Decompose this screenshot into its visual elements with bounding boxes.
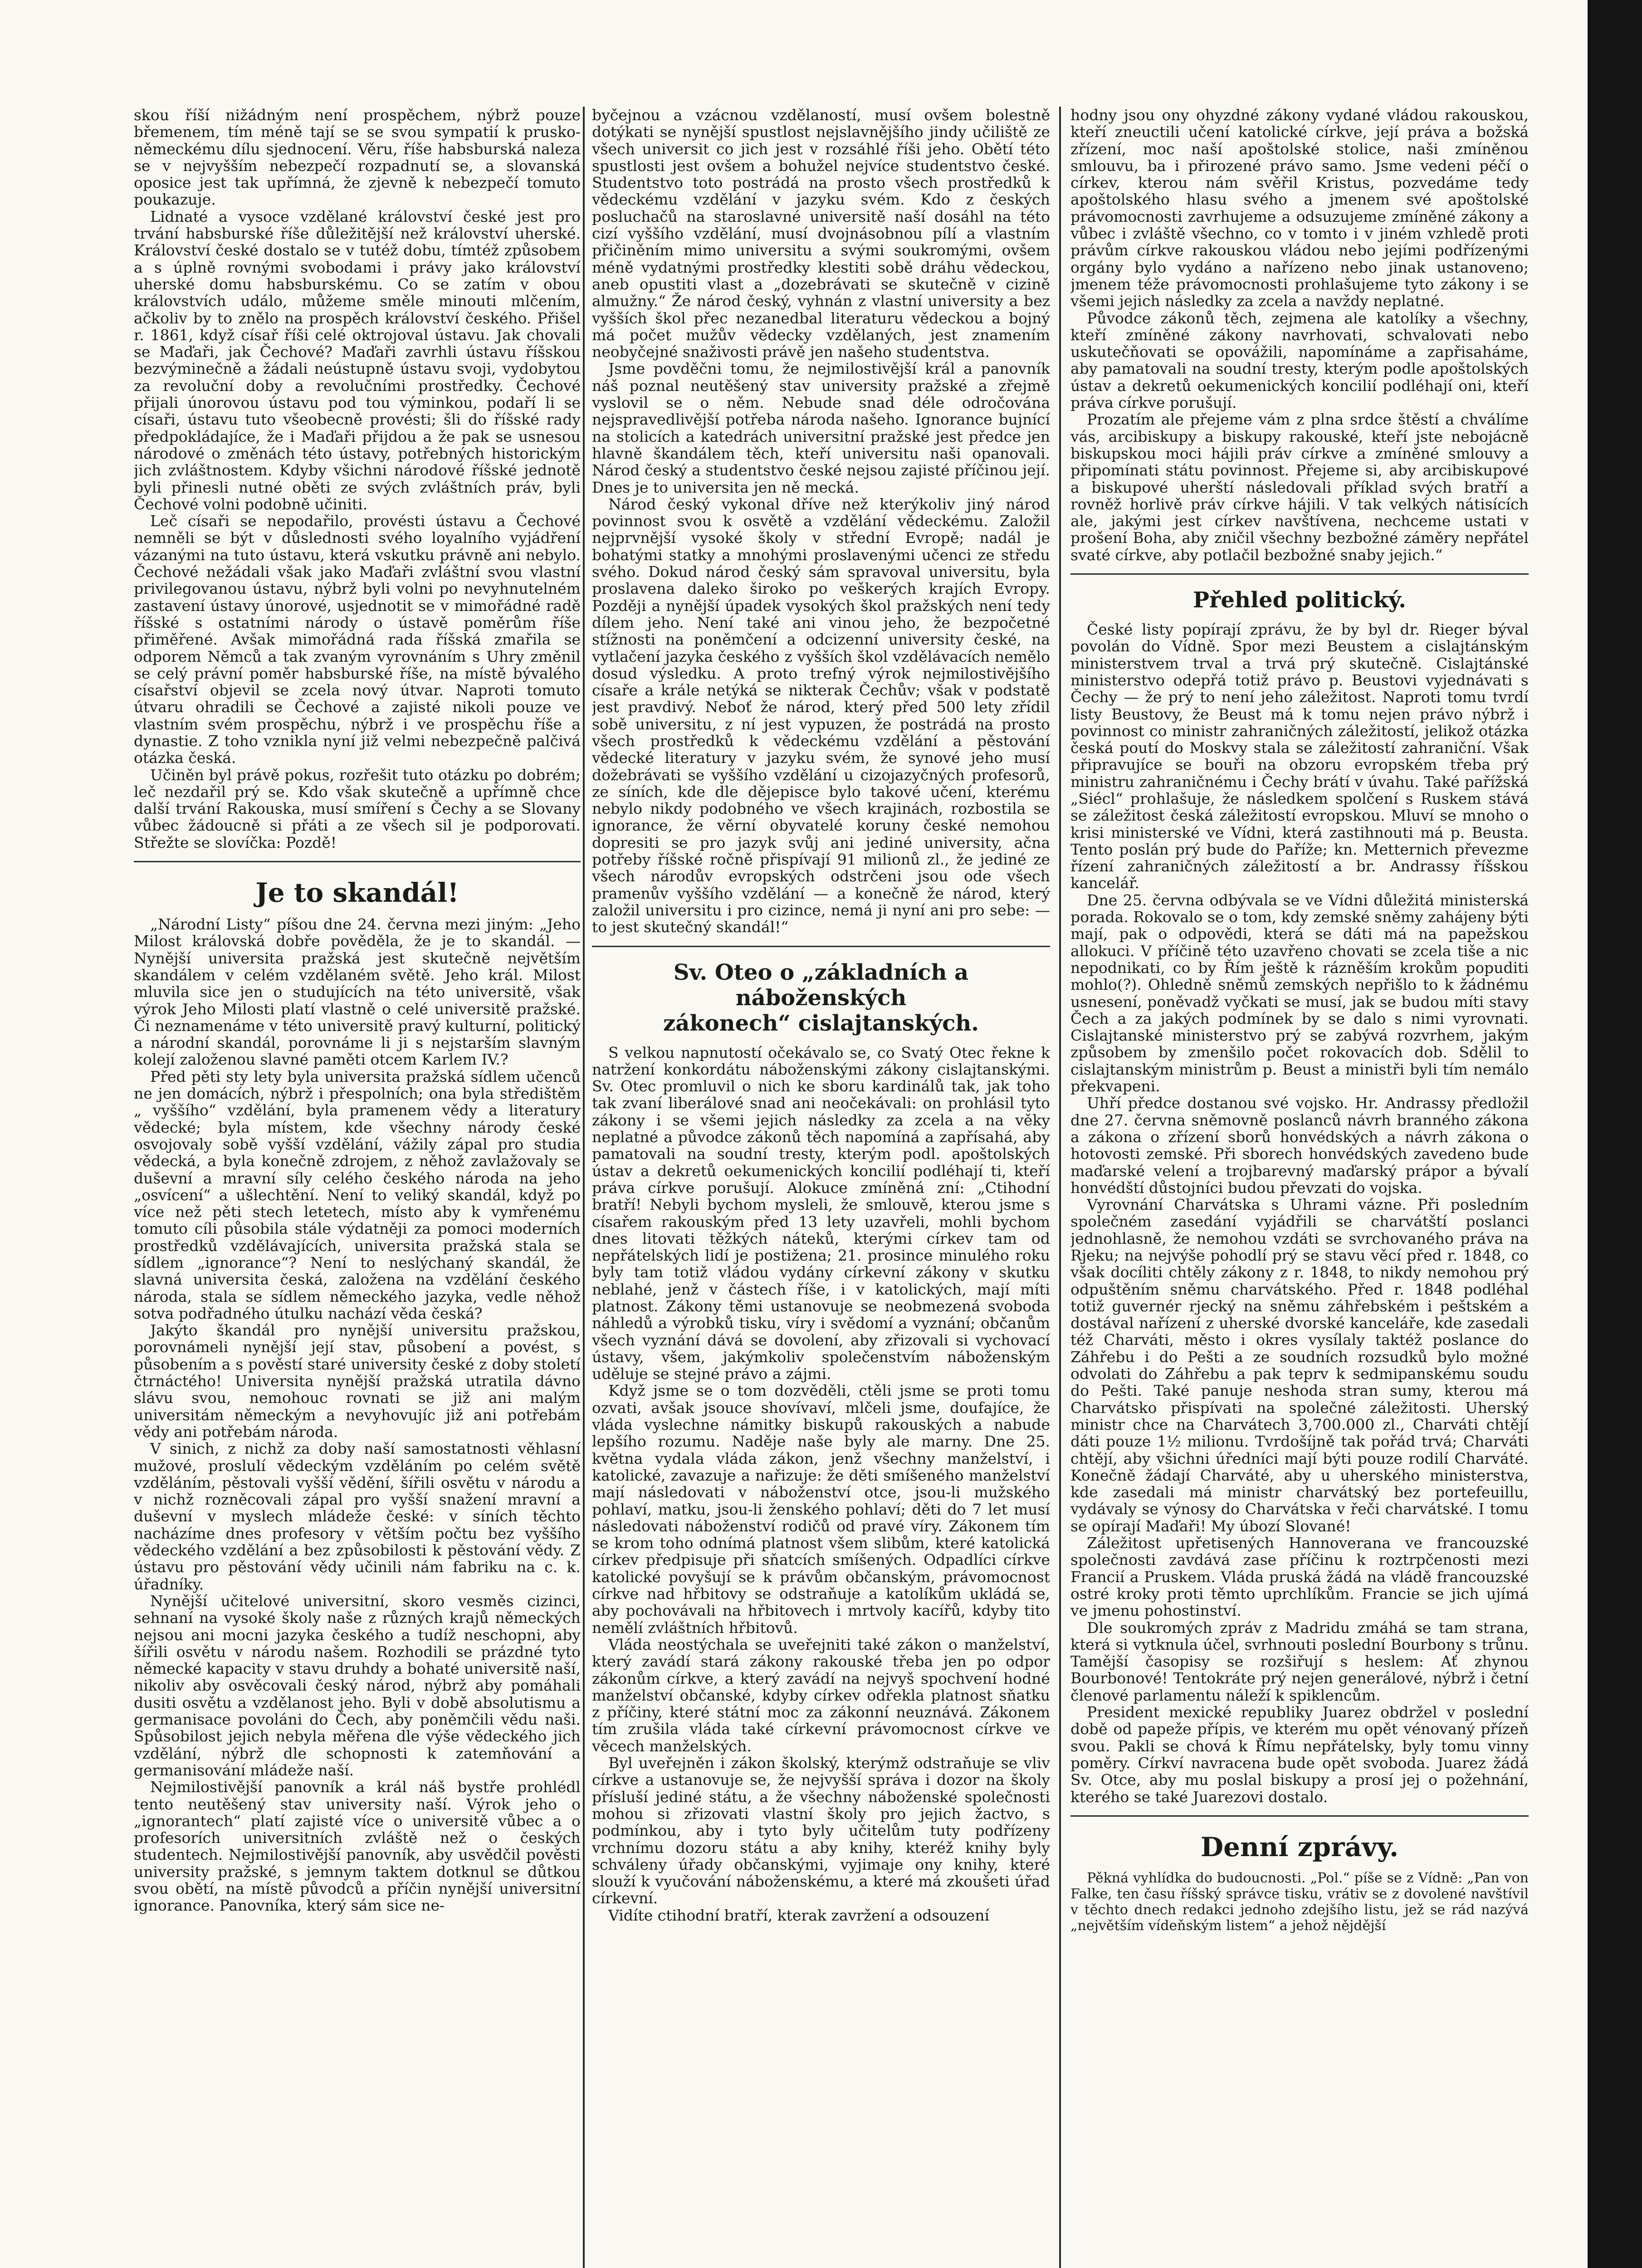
article-title-skandal: Je to skandál! [255,877,459,909]
paragraph: Uhří předce dostanou své vojsko. Hr. Andrassy předložil dne 27. června sněmovně poslanců návrh branného zákona a zákona o zřízení sborů honvédských a návrh zákona o hotovosti zemské. Při sborech honvédských zavedeno bude maďarské velení a trojbarevný maďarský prápor a bývalí honvédští důstojníci budou převzati do vojska. [1070,1094,1529,1197]
paragraph: Národ český vykonal dříve než kterýkoliv jiný národ povinnost svou k osvětě a vzdělání vědeckému. Založil nejprvnější vysoké školy v střední Evropě; nadál je bohatými statky a mnohými proslavenými učenci ze středu svého. Dokud národ český sám spravoval universitu, byla proslavena daleko široko po veškerých krajích Evropy. Později a nynější úpadek vysokých škol pražských není tedy dílem jeho. Není také ani vinou jeho, že bezpočetné stížnosti na poněmčení a odcizenní university české, na vytlačení jazyka českého z vyšších škol vzdělávacích nemělo dosud výsledku. A proto trefný výrok nejmilostivějšího císaře a krále netýká se nikterak Čechův; však v podstatě jest pravdivý. Neboť že národ, který před 500 lety zřídil sobě universitu, z ní jest vypuzen, že postrádá na prosto všech prostředků k vědeckému vzdělání a pěstování vědecké literatury v jazyku svém, že synové jeho musí dožebrávati se vyššího vzdělání u cizojazyčných profesorů, ze síních, kde dle dějepisce bylo takové učení, kterému nebylo nikdy podobného ve všech krajinách, rozbostila se ignorance, že věrní obyvatelé koruny české nemohou dopresiti se pro jazyk svůj ani jediné university, ačna potřeby říšské ročně přispívají 91 milionů zl., že jediné ze všech národův evropských odstrčeni jsou ode všech pramenův vyššího vzdělání — a konečně že národ, který založil universitu i pro cizince, nemá ji nyní ani pro sebe: — to jest skutečný skandál!“ [592,495,1050,936]
column-middle [592,107,1050,2268]
paragraph: České listy popírají zprávu, že by byl dr. Rieger býval povolán do Vídně. Spor mezi Beustem a cislajtánským ministerstvem trval a trvá prý skutečně. Cislajtánské ministerstvo odepřá totiž právo p. Beustovi vyjednávati s Čechy — že prý to není jeho záležitost. Naproti tomu tvrdí listy Beustovy, že Beust má k tomu nejen právo nýbrž i povinnost co ministr zahraničných záležitostí, jelikož otázka česká poutí do Moskvy stala se záležitostí zahraniční. Však připravujíce se bouři na obzoru evropském třeba prý ministru zahraničnému i Čechy brátí v úvahu. Také pařížská „Siécl“ prohlašuje, že následkem spolčení s Ruskem stává se záležitost česká záležitostí evropskou. Mluví se mnoho o krisi ministerské ve Vídni, která zastihnouti má p. Beusta. Tento poslán prý bude do Paříže; kn. Metternich převezme řízení zahraničných záležitostí a br. Andrassy říšskou kancelář. [1070,621,1529,892]
paragraph: skou říší nižádným není prospěchem, nýbrž pouze břemenem, tím méně tají se se svou sympatií k prusko-německému dílu sjednocení. Věru, říše habsburská naleza se v nejvyšším nebezpečí rozpadnutí se, a slovanská oposice jest tak upřímná, že zjevně k nebezpečí tomuto poukazuje. [134,107,581,209]
section-divider [1070,1815,1529,1817]
scan-edge-right [1588,0,1642,2268]
article-title-sv-otec: Sv. Oteo o „základních a náboženských [673,959,969,1011]
section-divider [1070,573,1529,575]
section-title-denni-zpravy: Denní zprávy. [1200,1831,1399,1862]
paragraph: Byl uveřejněn i zákon školský, kterýmž odstraňuje se vliv církve a ustanovuje se, že nejvyšší správa i dozor na školy přísluší jediné státu, a že všechny náboženské společnosti mohou si zřizovati vlastní školy pro jejich žactvo, s podmínkou, aby i tyto byly učitelům tuty podřízeny vrchnímu dozoru státu a aby knihy, kteréž knihy byly schváleny úřady občanskými, vyjimaje ony knihy, které slouží k vyučování náboženskému, a které má zkoušeti úřad církevní. [592,1754,1050,1907]
paragraph: Vláda neostýchala se uveřejniti také zákon o manželství, který zavádí stará zákony rakouské třeba jen po odpor zákonům církve, a který zavádí na nejvyš spochvení hodné manželství občanské, kdyby církev odřekla platnost sňatku z příčiny, které státní moc za zákonní neuznává. Zákonem tím zrušila vláda také církevní právomocnost církve ve věcech manželských. [592,1635,1050,1755]
paragraph: byčejnou a vzácnou vzdělaností, musí ovšem bolestně dotýkati se nynější spustlost nejslavnějšího jindy učiliště ze všech universit co jich jest v rozsáhlé říši jeho. Obětí této spustlosti jest ovšem a bohužel nejvíce studentstvo české. Studentstvo toto postrádá na prosto všech prostředků k vědeckému vzdělání v jazyku svém. Kdo z českých posluchačů na staroslavné universitě naší dosáhl na této cizí vyššího vzdělání, musí dvojnásobnou pílí a vlastním přičiněním mimo universitu a svými soukromými, ovšem méně vydatnými prostředky klestiti sobě dráhu vědeckou, aneb opustiti vlast a „dozebrávati se skutečně v cizině almužny.“ Že národ český, vyhnán z vlastní university a bez vyšších škol přec nezanedbal literaturu vědeckou a bojný má počet mužův vědecky vzdělaných, jest znamením neobyčejné snaživosti právě jen našeho studentstva. [592,107,1050,361]
paragraph: Vyrovnání Charvátska s Uhrami vázne. Při posledním společném zasedání vyjádřili se charvátští poslanci jednohlasně, že nemohou vzdáti se svrchovaného práva na Rjeku; na nejvýše pohodlí prý se stavu věcí před r. 1848, co však docíliti chtěly zákony z r. 1848, to nikdy nemohou prý odpuštěním sněmu charvátského. Před r. 1848 podléhal totiž guvernér rjecký na sněmu záhřebském i peštském a dostával nařízení z uherské dvorské kanceláře, kde zasedali též Charváti, město i okres vysílaly taktéž poslance do Záhřebu i do Pešti a ze soudních rozsudků bylo možné odvolati do Záhřebu a pak teprv k sedmipanskému soudu do Pešti. Také panuje neshoda stran sumy, kterou má Charvátsko přispívati na společné záležitosti. Uherský ministr chce na Charvátech 3,700.000 zl., Charváti chtějí dáti pouze 1½ milionu. Tvrdošíjně tak pořád trvá; Charváti chtějí, aby všichni úředníci mají býti pouze rodilí Charváté. Konečně žádají Charváté, aby u uherského ministerstva, kde zasedali má ministr charvátský bez portefeuillu, vydávaly se výnosy do Charvátska v řeči charvátské. I tomu se opírají Maďaři! My úbozí Slované! [1070,1196,1529,1535]
paragraph: Jakýto škandál pro nynější universitu pražskou, porovnámeli nynější její stav, působení a povést, s působením a s pověstí staré university české z doby století čtrnáctého! Universita nynější pražská utratila dávno slávu svou, nemohouc rovnati se již ani malým universitám německým a nevyhovujíc již ani potřebám vědy ani potřebám národa. [134,1321,581,1441]
paragraph: Dle soukromých zpráv z Madridu zmáhá se tam strana, která si vytknula účel, svrhnouti poslední Bourbony s trůnu. Tamější časopisy se rozšiřují s heslem: Ať zhynou Bourbonové! Tentokráte prý nejen generálové, nýbrž i četní členové parlamentu náleží k spiklencům. [1070,1618,1529,1704]
section-divider [134,861,581,862]
paragraph: „Národní Listy“ píšou dne 24. června mezi jiným: „Jeho Milost královská dobře pověděla, že je to skandál. — Nynější universita pražská jest skutečně největším skandálem v celém vzdělaném světě. Jeho král. Milost mluvila sice jen o studujících na této universitě, však výrok Jeho Milosti platí vlastně o celé universitě pražské. Či neznamenáme v této universitě pravý kulturní, politický a národní skandál, porovnáme li ji s nejstarším slavným kolejí založenou slavné paměti otcem Karlem IV.? [134,915,581,1069]
paragraph: Když jsme se o tom dozvěděli, ctěli jsme se proti tomu ozvati, avšak jsouce shovívaví, mlčeli jsme, doufajíce, že vláda vyslechne námitky biskupů rakouských a nabude lepšího rozumu. Naděje naše byly ale marny. Dne 25. května vydala vláda zákon, jenž všechny manželství, i katolické, zavazuje a nařizuje: že děti smíšeného manželství mají následovati v náboženství otce, jsou-li mužského pohlaví, matku, jsou-li ženského pohlaví; děti do 7 let musí následovati náboženství rodičů od pravé víry. Zákonem tím se krom toho odnímá platnost všem slibům, které katolická církev předpisuje při sňatcích smíšených. Odpadlíci církve katolické povyšují se k právům občanským, právomocnost církve nad hřbitovy se odstraňuje a katolíkům ukládá se, aby pochovávali na hřbitovech i mrtvoly kacířů, kdyby tito nemělí zvláštních hřbitovů. [592,1382,1050,1637]
paragraph: S velkou napnutostí očekávalo se, co Svatý Otec řekne k natržení konkordátu náboženskými zákony cislajtanskými. Sv. Otec promluvil o nich ke sboru kardinálů tak, jak toho tak zvaní liberálové snad ani neočekávali: on prohlásil tyto zákony i se všemi jejich následky za zcela a na věky neplatné a původce zákonů těch napomíná a zapřísahá, aby pamatovali na soudní tresty, kterým podl. apoštolských ústav a dekretů oekumenických koncilií podléhají ti, kteří práva církve porušují. Alokuce zmíněná zní: „Ctihodní bratří! Nebyli bychom mysleli, že smlouvě, kterou jsme s císařem rakouským před 13 lety uzavřeli, mohli bychom dnes litovati těžkých náteků, kterými církev tam od nepřátelských lidí je postižena; 21. prosince minulého roku byly tam totiž vládou vydány církevní zákony v skutku neblahé, jenž v částech říše, i v katolických, mají míti platnost. Zákony těmi ustanovuje se neobmezená svoboda náhledů a výrobků tisku, víry i svědomí a vyznání; občanům všech vyznání dává se dovolení, aby zřizovali si vychovací ústavy, všem, jakýmkoliv společenstvím náboženským uděluje se stejné právo a zájmi. [592,1043,1050,1383]
paragraph: Vidíte ctihodní bratří, kterak zavržení a odsouzení [608,1906,990,1924]
paragraph: Učiněn byl právě pokus, rozřešit tuto otázku po dobrém; leč nezdařil prý se. Kdo však skutečně a upřímně chce další trvání Rakouska, musí smíření s Čechy a se Slovany vůbec žádoucně si přáti a ze všech sil je podporovati. Střežte se slovíčka: Pozdě! [134,766,581,851]
paragraph: Pěkná vyhlídka do budoucnosti. „Pol.“ píše se z Vídně: „Pan von Falke, ten času říšský správce tisku, vrátiv se z dovolené navštívil v těchto dnech redakci jednoho zdejšího listu, jež se rád nazývá „největším vídeňským listem“ a jehož nějdější [1070,1870,1529,1934]
paragraph: President mexické republiky Juarez obdržel v poslední době od papeže přípis, ve kterém mu opět vénovaný přízeň svou. Pakli se chová k Římu nepřátelsky, byly tomu vinny poměry. Církví navracena bude opět svoboda. Juarez žádá Sv. Otce, aby mu poslal biskupy a prosí jej o požehnání, kterého se také Juarezovi dostalo. [1070,1703,1529,1806]
paragraph: Leč císaři se nepodařilo, provésti ústavu a Čechové nemněli se být v důslednosti svého loyalního vyjádření vázanými na tuto ústavu, která vskutku právně ani nebylo. Čechové nežádali však jako Maďaři zvláštní svou vlastní privilegovanou ústavu, nýbrž byli volni po nevyhnutelném zastavení ústavy únorové, usjednotit se v mimořádné radě říšské s ostatními národy o ústavě poměrům říše přiměřené. Avšak mimořádná rada říšská zmařila se odporem Němců a tak zvaným vyrovnáním s Uhry změnil se celý právní poměr habsburské říše, na místě bývalého císařství objevil se zcela nový útvar. Naproti tomuto útvaru ohradili se Čechové a zajisté nikoli pouze ve vlastním svém prospěchu, nýbrž i ve prospěchu říše a dynastie. Z toho vznikla nyní již velmi nebezpečně palčivá otázka česká. [134,512,581,767]
column-right [1070,107,1529,2268]
section-title-prehled-politicky: Přehled politický. [1193,587,1406,613]
paragraph: Původce zákonů těch, zejmena ale katolíky a všechny, kteří zmíněné zákony navrhovati, schvalovati nebo uskutečňovati se opovážili, napomínáme a zapřisaháme, aby pamatovali na soudní tresty, kterým podle apoštolských ústav a dekretů oekumenických koncilií podléhají oni, kteří práva církve porušují. [1070,309,1529,412]
column-divider [583,107,585,2268]
article-title-sv-otec-line2: zákonech“ cislajtanských. [663,1010,979,1036]
paragraph: Před pěti sty lety byla universita pražská sídlem učenců ne jen domácích, nýbrž i přespolních; ona byla středištěm „ vyššího“ vzdělání, byla pramenem vědy a literatury vědecké; byla místem, kde všechny národy české osvojovaly sobě vyšší vzdělání, vážily zápal pro studia vědecká, a byla konečně zdrojem, z něhož zavlažovaly se duševní a mravní síly celého českého národa na jeho „osvícení“ a ušlechtění. Není to veliký skandál, když po více než pěti stech letetech, místo aby k vymřenému tomuto cíli působila stále výdatněji za pomoci moderních prostředků vzdělávajících, universita pražská stala se sídlem „ignorance“? Není to neslýchaný skandál, že slavná universita česká, založena na vzdělání českého národa, stala se sídlem německého jazyka, vedle něhož sotva podřadného útulku nachází věda česká? [134,1067,581,1322]
paragraph: Lidnaté a vysoce vzdělané království české jest pro trvání habsburské říše důležitější než království uherské. Království české dostalo se v tutéž dobu, tímtéž způsobem a s úplně rovnými svobodami i právy jako království uherské domu habsburskému. Co se zatím v obou královstvích událo, můžeme směle minouti mlčením, ačkoliv by to znělo na prospěch království českého. Přišel r. 1861, když císař říši celé oktrojoval ústavu. Jak chovali se Maďaři, jak Čechové? Maďaři zavrhli ústavu říšskou bezvýminečně a žádali neústupně ústavu svoji, vydobytou za revoluční doby a revolučními prostředky. Čechové přijali únorovou ústavu pod tou výminkou, podaří li se císaři, ústavu tuto všeobecně provésti; šli do říšské rady předpokládajíce, že i Maďaři přijdou a že pak se usnesou národové o změnách této ústavy, potřebných historickým jich zvláštnostem. Kdyby všichni národové říšské jednotě byli přinesli nutné oběti ze svých zvláštních práv, byli Čechové volni podobně učiniti. [134,207,581,513]
section-divider [592,946,1050,947]
column-divider [1059,107,1061,2268]
paragraph: Nejmilostivější panovník a král náš bystře prohlédl tento neutěšený stav university naší. Výrok jeho o „ignorantech“ platí zajisté více o universitě vůbec a o profesorích universitních zvláště než o českých studentech. Nejmilostivější panovník, aby usvědčil pověsti university pražské, s jemnym taktem dotknul se důtkou svou obětí, na místě původců a příčin nynější universitní ignorance. Panovníka, který sám sice ne- [134,1778,581,1915]
paragraph: Záležitost upřetisených Hannoverana ve francouzské společnosti zavdává zase příčinu k roztrpčenosti mezi Francií a Pruskem. Vláda pruská žádá na vládě francouzské ostré kroky proti těmto uprchlíkům. Francie se jich ujímá ve jmenu pohostinství. [1070,1534,1529,1620]
paragraph: hodny jsou ony ohyzdné zákony vydané vládou rakouskou, kteří zneuctili učení katolické církve, její práva a božská zřízení, moc naší apoštolské stolice, naši zmíněnou smlouvu, ba i přirozené právo samo. Jsme vedeni péčí o církev, kterou nám svěřil Kristus, pozvedáme tedy apoštolského hlasu svého a jmenem své apoštolské právomocnosti zavrhujeme a odsuzujeme zmíněné zákony a vůbec i zvláště všechno, co v tomto i v jiném vzhledě proti právům církve rakouskou vládou nebo jejími podřízenými orgány bylo vydáno a nařízeno nebo jinak ustanoveno; jmenem téže právomocnosti prohlašujeme tyto zákony i se všemi jejich následky za zcela a navždy neplatné. [1070,107,1529,310]
paragraph: Dne 25. června odbývala se ve Vídni důležitá ministerská porada. Rokovalo se o tom, kdy zemské sněmy zahájeny býti mají, pak o odpovědi, která se dáti má na papežskou allokuci. V příčině této uzavřeno chovati se zcela tiše a nic nepodnikati, co by Řím ještě k rázněším krokům popuditi mohlo(?). Ohledně sněmů zemských nepřišlo to k žádnému usnesení, poněvadž vyčkati se musí, jak se budou míti stavy Čech a za jakých podmínek by se dalo s nimi vyrovnati. Cislajtanské ministerstvo prý se zabývá rozvrhem, jakým způsobem by zmenšilo počet rokovacích dob. Sdělil to cislajtanským ministrům p. Beust a ministři byli tím nemálo překvapeni. [1070,891,1529,1095]
paragraph: V sinich, z nichž za doby naší samostatnosti věhlasní mužové, proslulí vědeckým vzděláním po celém světě vzděláním, pěstovali vyšší vědění, šířili osvětu v národu a v nichž rozněcovali zápal pro vyšší snažení mravní a duševní v myslech mládeže české: v síních těchto nacházíme dnes profesory v větším počtu bez vyššího vědeckého vzdělání a bez způsobilosti k pěstování vědy. Z ústavu pro pěstování vědy učinili nám fabriku na c. k. úřadníky. [134,1440,581,1593]
paragraph: Jsme povděčni tomu, že nejmilostivější král a panovník náš poznal neutěšený stav university pražské a zřejmě vyslovil se o něm. Nebude snad déle odročována nejspravedlivější potřeba národa našeho. Ignorance bujnící na stolicích a katedrách universitní pražské jest předce jen hlavně škandálem těch, kteří universitu naši opanovali. Národ český a studentstvo české nejsou zajisté příčinou její. Dnes je to universita jen ně mecká. [592,360,1050,496]
paragraph: Prozatím ale přejeme vám z plna srdce štěstí a chválíme vás, arcibiskupy a biskupy rakouské, kteří jste nebojácně biskupskou moci hájili práv církve a zmíněné smlouvy a připomínati státu povinnost. Přejeme si, aby arcibiskupové a biskupové uherští následovali příklad svých bratří a rovněž horlivě práv církve hájili. V tak velkých nátisících ale, jakými jest církev navštívena, nechceme ustati v prošení Boha, aby zničil všechny bezbožné záměry nepřátel svaté církve, aby potlačil bezbožné snaby jejich.“ [1070,411,1529,564]
paragraph: Nynější učitelové universitní, skoro vesměs cizinci, sehnaní na vysoké školy naše z různých krajů německých nejsou ani mocni jazyka českého a tudíž neschopni, aby šířili osvětu v národu našem. Rozhodili se prázdné tyto německé kapacity v stavu druhdy a bohaté universitě naší, nikoliv aby osvěcovali český národ, nýbrž aby pomáhali dusiti osvětu a vzdělanost jeho. Byli v době absolutismu a germanisace povoláni do Čech, aby poněmčili vědu naši. Spůsobilost jejich nebyla měřena dle výše vědeckého jich vzdělání, nýbrž dle schopnosti k zatemňování a germanisování mládeže naší. [134,1592,581,1779]
column-left [134,107,581,2268]
